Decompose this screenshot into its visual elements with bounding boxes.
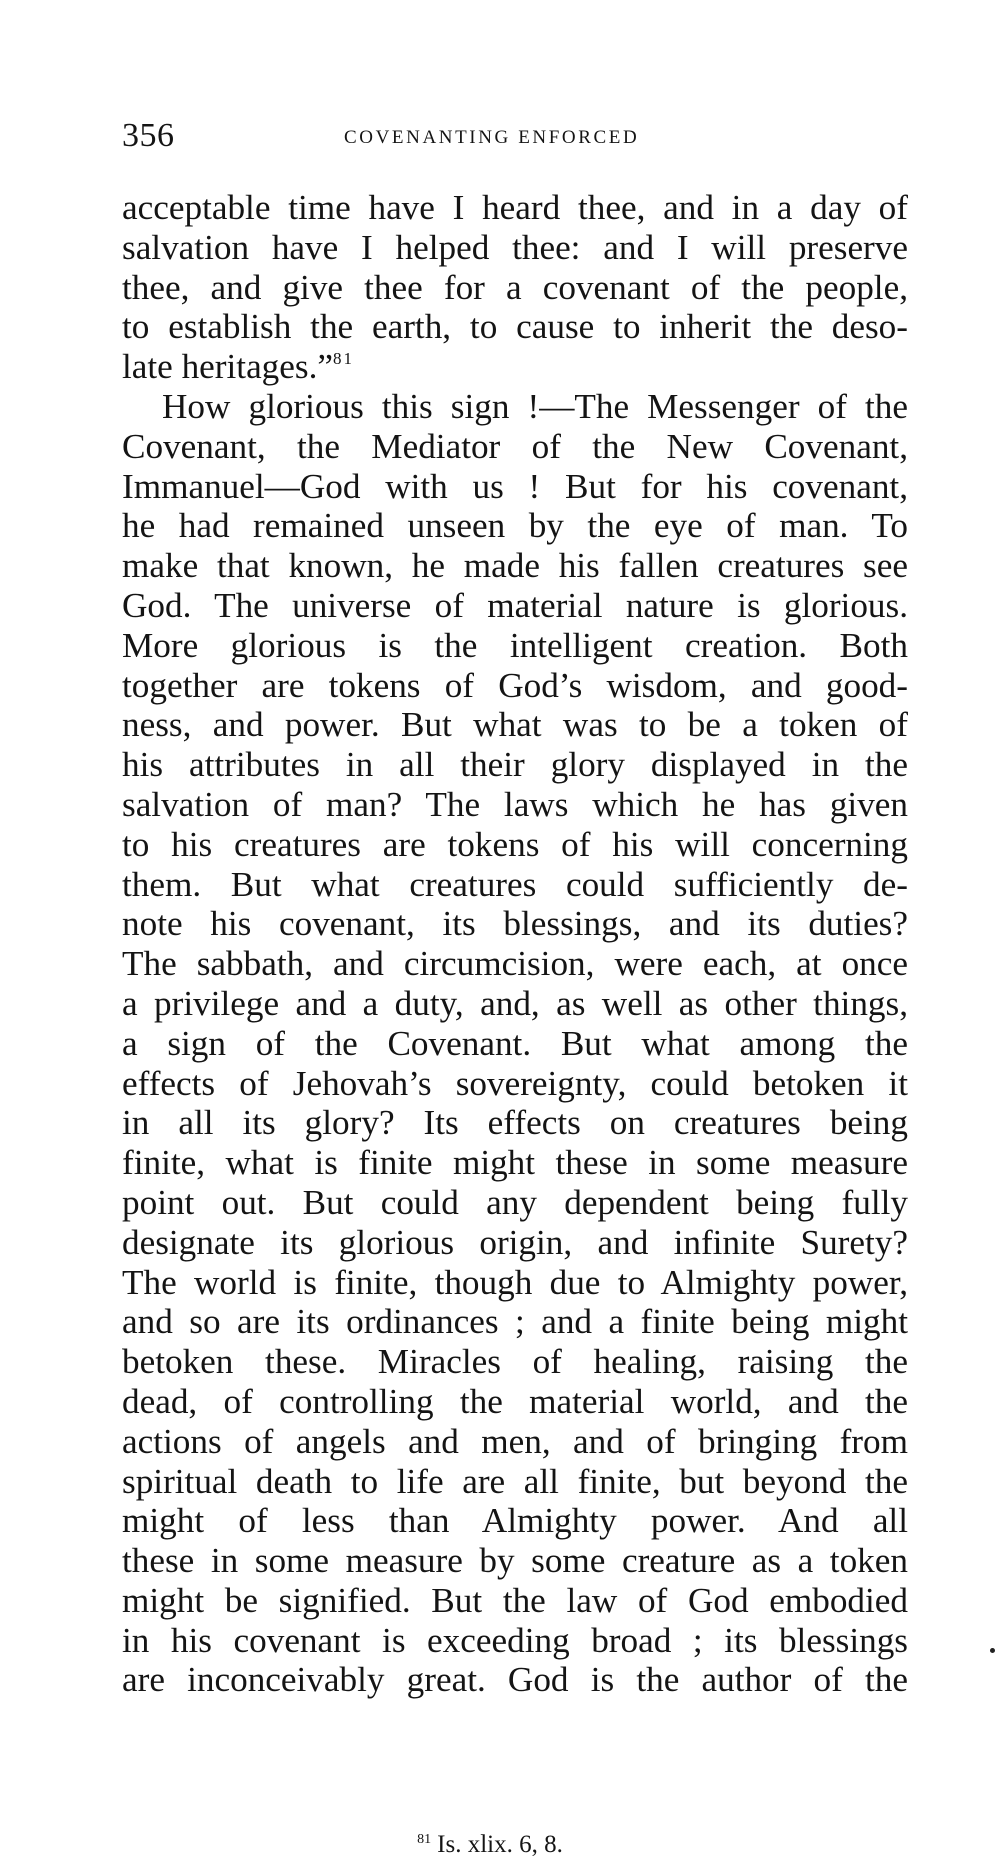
text-line: The sabbath, and circumcision, were each, at once xyxy=(122,944,908,984)
footnote-reference: 81 xyxy=(333,349,355,369)
text-line: in his covenant is exceeding broad ; its blessings xyxy=(122,1620,908,1660)
text-line: a privilege and a duty, and, as well as other things, xyxy=(122,983,908,1023)
text-line: actions of angels and men, and of bringing from xyxy=(122,1421,908,1461)
text-line: finite, what is finite might these in some measure xyxy=(122,1143,908,1183)
text-line: designate its glorious origin, and infinite Surety? xyxy=(122,1222,908,1262)
text-line xyxy=(122,347,908,387)
text-line: might be signified. But the law of God embodied xyxy=(122,1580,908,1620)
text-line: How glorious this sign !—The Messenger of the xyxy=(162,386,908,426)
page-header xyxy=(122,116,912,156)
text-line: these in some measure by some creature as a token xyxy=(122,1541,908,1581)
text-line: he had remained unseen by the eye of man. To xyxy=(122,506,908,546)
text-line: God. The universe of material nature is glorious. xyxy=(122,585,908,625)
paragraph-1 xyxy=(122,188,908,387)
text-line: dead, of controlling the material world, and the xyxy=(122,1381,908,1421)
text-line: ness, and power. But what was to be a token of xyxy=(122,705,908,745)
text-line: betoken these. Miracles of healing, raising the xyxy=(122,1342,908,1382)
footnote-text: Is. xlix. 6, 8. xyxy=(437,1831,563,1858)
footnote-number: 81 xyxy=(417,1832,432,1847)
ink-speck xyxy=(990,1648,995,1653)
text-line: Covenant, the Mediator of the New Covenant, xyxy=(122,426,908,466)
text-line: note his covenant, its blessings, and its duties? xyxy=(122,904,908,944)
text-line: acceptable time have I heard thee, and in a day of xyxy=(122,188,908,227)
text-line: spiritual death to life are all finite, but beyond the xyxy=(122,1461,908,1501)
text-line: a sign of the Covenant. But what among the xyxy=(122,1023,908,1063)
text-line: thee, and give thee for a covenant of the people, xyxy=(122,267,908,307)
text-line: together are tokens of God’s wisdom, and good- xyxy=(122,665,908,705)
text-line: in all its glory? Its effects on creatures being xyxy=(122,1103,908,1143)
text-line: his attributes in all their glory displayed in the xyxy=(122,745,908,785)
body-text xyxy=(122,188,908,1700)
text-line: make that known, he made his fallen creatures see xyxy=(122,546,908,586)
text-line: salvation have I helped thee: and I will preserve xyxy=(122,227,908,267)
page-number: 356 xyxy=(122,117,175,154)
footnote xyxy=(0,1830,990,1860)
text-line: The world is finite, though due to Almighty power, xyxy=(122,1262,908,1302)
running-head: COVENANTING ENFORCED xyxy=(344,127,640,148)
text-line: More glorious is the intelligent creation. Both xyxy=(122,625,908,665)
text-line: are inconceivably great. God is the author of the xyxy=(122,1660,908,1700)
text-line: point out. But could any dependent being fully xyxy=(122,1182,908,1222)
text-line: might of less than Almighty power. And all xyxy=(122,1501,908,1541)
text-line: to his creatures are tokens of his will concerning xyxy=(122,824,908,864)
text-line: to establish the earth, to cause to inherit the deso- xyxy=(122,307,908,347)
text-line: them. But what creatures could sufficiently de- xyxy=(122,864,908,904)
text-line: effects of Jehovah’s sovereignty, could betoken it xyxy=(122,1063,908,1103)
text-line: salvation of man? The laws which he has given xyxy=(122,784,908,824)
text-line-content: late heritages.” xyxy=(122,347,334,387)
text-line: Immanuel—God with us ! But for his covenant, xyxy=(122,466,908,506)
paragraph-2 xyxy=(122,387,908,1700)
text-line: and so are its ordinances ; and a finite being might xyxy=(122,1302,908,1342)
